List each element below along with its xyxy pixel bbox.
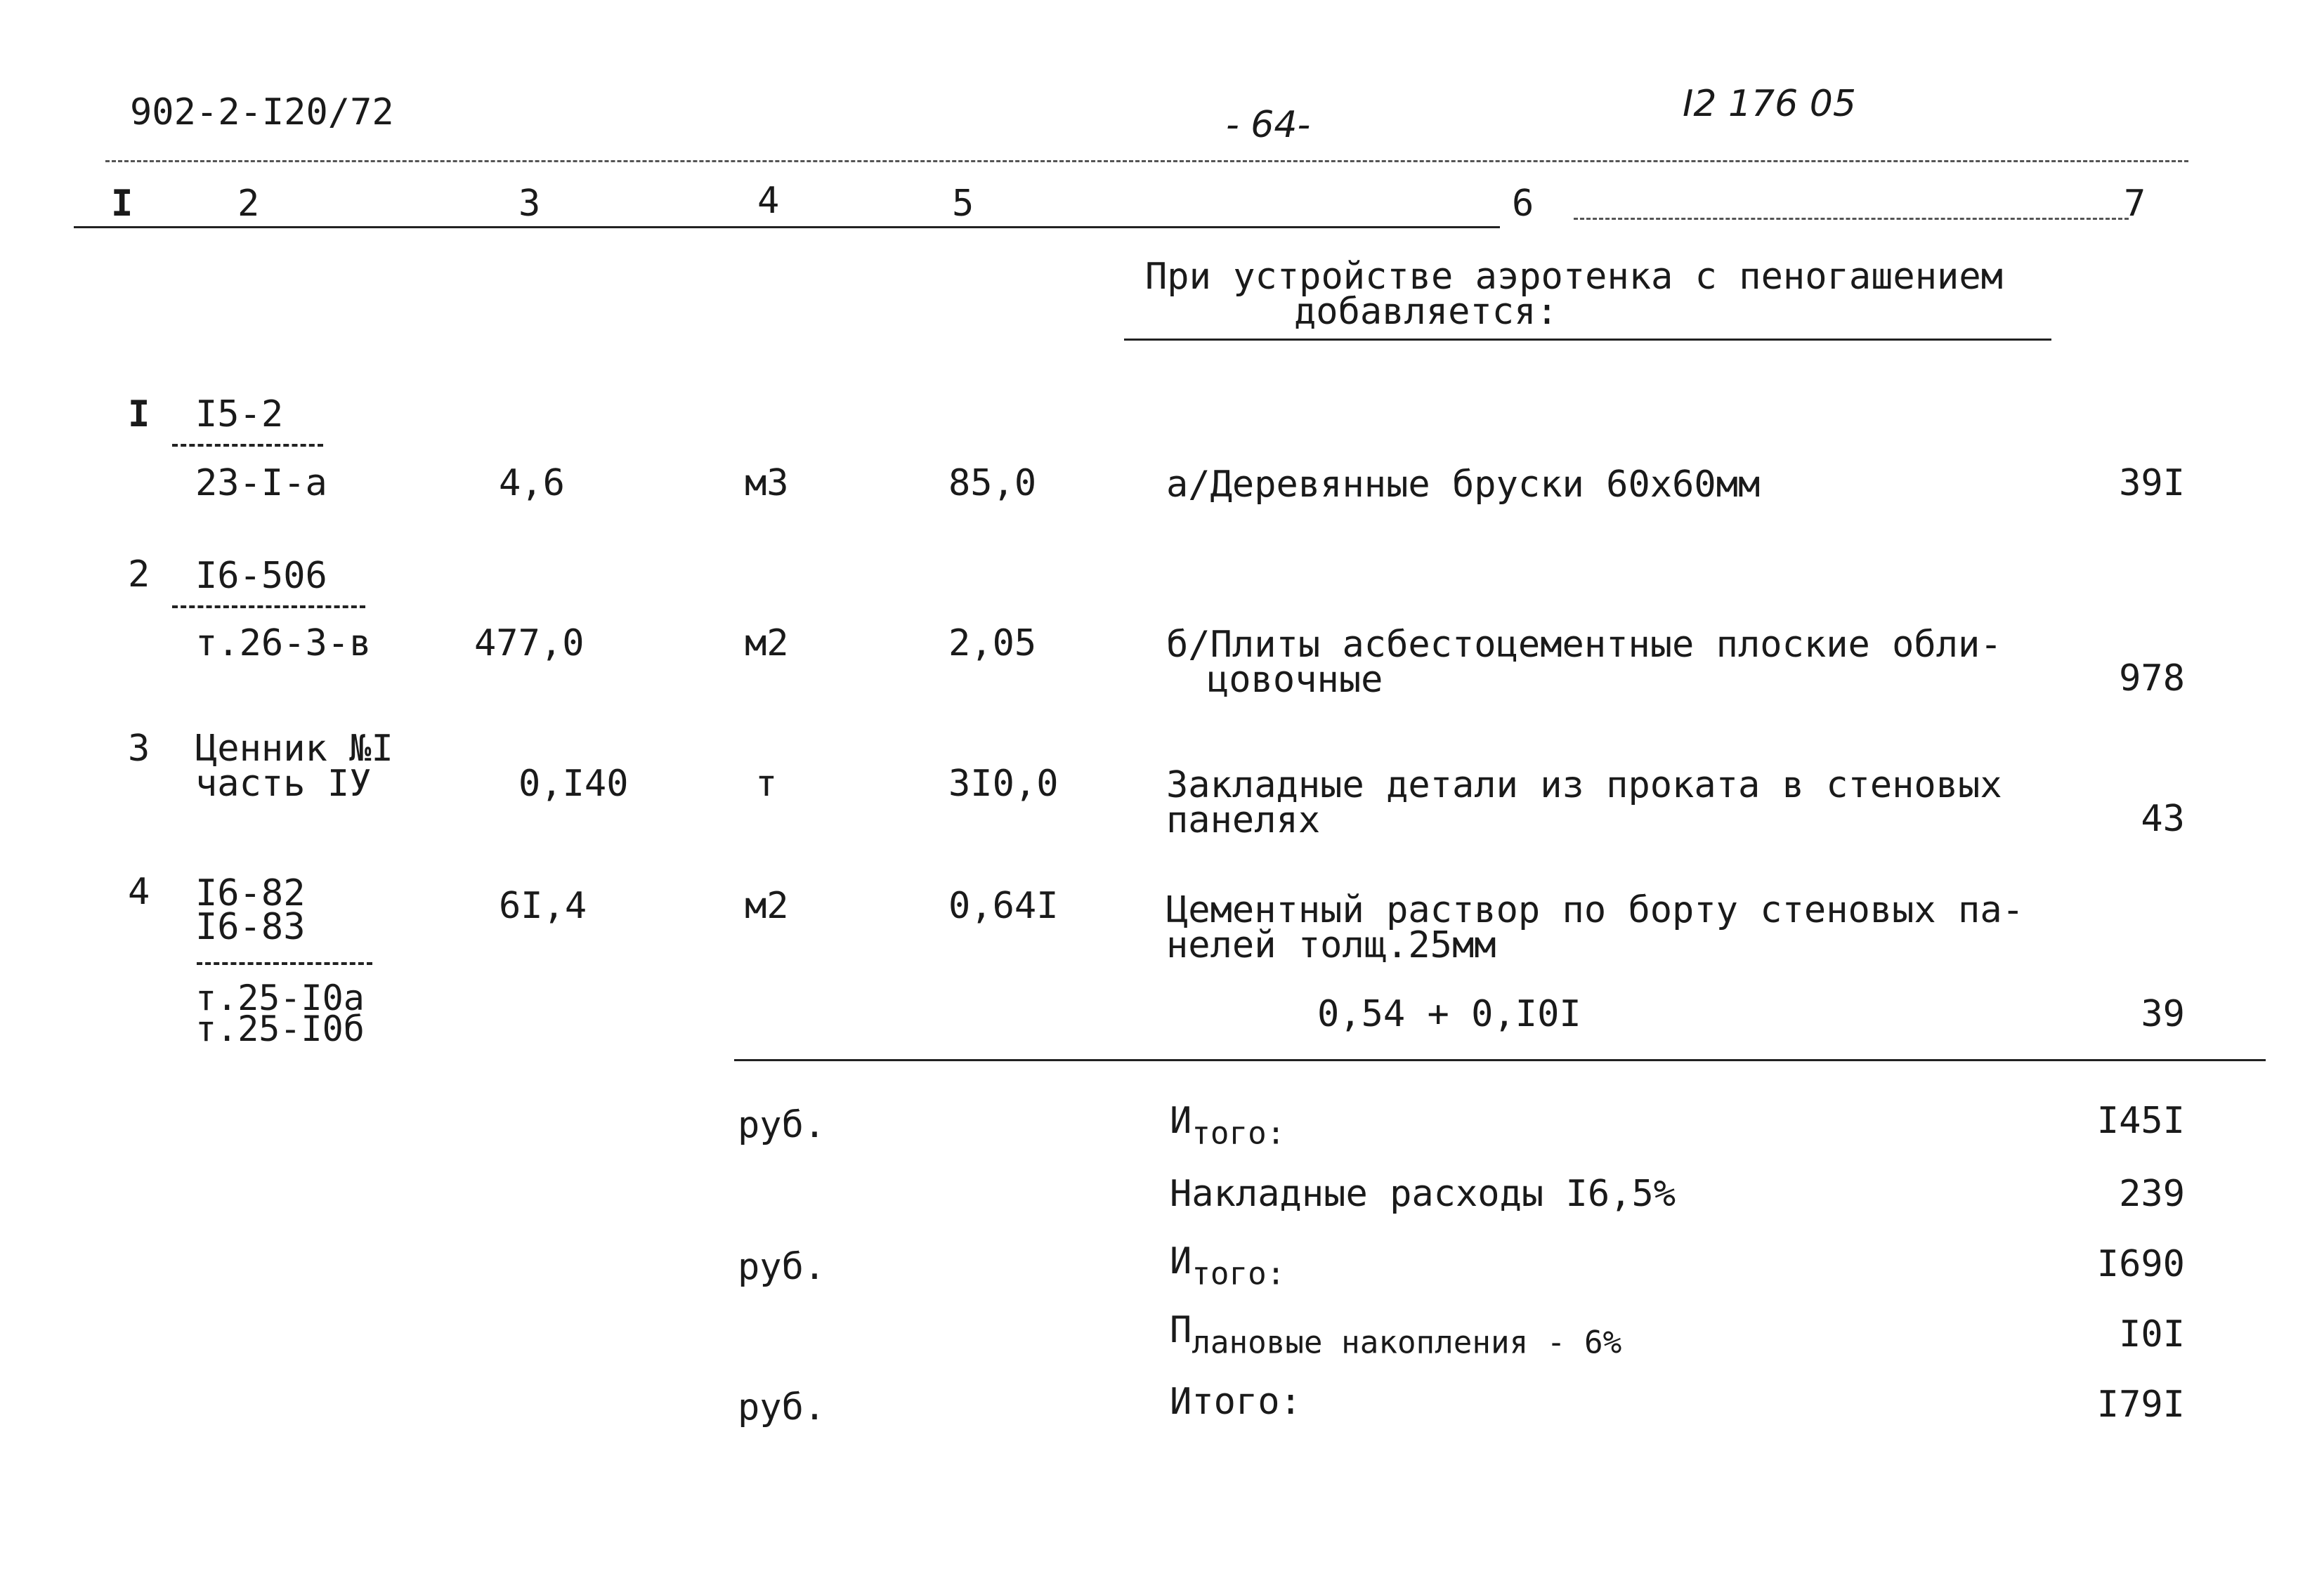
row-2-code-bottom: т.26-3-в [195,622,372,664]
row-3-unit: т [755,763,778,805]
row-3-description-line1: Закладные детали из проката в стеновых [1166,764,2002,806]
column-header-rule-tail [1574,218,2129,220]
summary-1-label-rest: того: [1192,1115,1286,1152]
col-header-3: 3 [518,183,541,225]
summary-4-label [1170,1311,1621,1362]
summary-5-value: I79I [2096,1384,2185,1426]
row-4-unit: м2 [745,885,789,927]
row-2-description-line2: цовочные [1207,659,1383,701]
summary-5-unit: руб. [738,1386,826,1429]
row-4-description-line2: нелей толщ.25мм [1166,924,1496,966]
row-3-code-top: Ценник №I [195,728,393,770]
summary-5-label-rest: того: [1192,1381,1302,1423]
row-4-total: 39 [2141,993,2185,1035]
col-header-5: 5 [952,183,974,225]
row-4-code-bottom-2: т.25-I0б [195,1009,365,1049]
summary-4-value: I0I [2119,1313,2185,1355]
row-4-formula: 0,54 + 0,I0I [1317,993,1581,1035]
section-title-underline [1124,339,2051,341]
summary-1-value: I45I [2096,1100,2185,1142]
subtotal-rule [734,1059,2266,1061]
summary-3-label-cap: И [1170,1240,1192,1282]
summary-5-label [1170,1382,1302,1421]
row-3-description-line2: панелях [1166,799,1321,841]
col-header-4: 4 [757,180,780,222]
summary-1-label-cap: И [1170,1100,1192,1142]
row-2-code-top: I6-506 [195,555,327,597]
section-title-line2: добавляется: [1294,291,1558,333]
col-header-1: I [111,183,133,225]
row-1-price: 85,0 [948,462,1037,504]
row-2-quantity: 477,0 [474,622,585,664]
section-title-line1: При устройстве аэротенка с пеногашением [1145,256,2003,298]
row-1-code-divider [172,444,323,447]
page-number: - 64- [1226,104,1311,146]
summary-4-label-cap: П [1170,1309,1192,1351]
row-4-code-top: I6-82 [195,872,306,914]
row-1-code-bottom: 23-I-a [195,462,327,504]
row-2-code-divider [172,605,365,608]
summary-3-value: I690 [2096,1243,2185,1285]
registration-number: I2 176 05 [1683,83,1856,125]
row-4-price: 0,64I [948,885,1059,927]
row-3-number: 3 [128,728,150,770]
row-1-description: а/Деревянные бруски 60х60мм [1166,464,1761,506]
row-4-code-divider [197,962,372,965]
row-2-number: 2 [128,553,150,596]
row-4-code-top-2: I6-83 [195,906,306,948]
row-3-code-bottom: часть IУ [195,763,372,805]
summary-4-label-rest: лановые накопления - 6% [1192,1325,1622,1361]
row-4-number: 4 [128,871,150,913]
summary-1-label [1170,1101,1285,1153]
header-top-rule [105,160,2188,162]
col-header-7: 7 [2124,183,2146,225]
row-1-unit: м3 [745,462,789,504]
row-2-unit: м2 [745,622,789,664]
summary-5-label-cap: И [1170,1381,1192,1423]
summary-3-unit: руб. [738,1246,826,1288]
row-3-quantity: 0,I40 [518,763,629,805]
col-header-6: 6 [1512,183,1534,225]
column-header-rule [74,226,1500,228]
col-header-2: 2 [237,183,260,225]
row-1-code-top: I5-2 [195,393,284,435]
row-4-description-line1: Цементный раствор по борту стеновых па- [1166,889,2024,931]
row-1-number: I [128,393,150,435]
document-code: 902-2-I20/72 [130,91,394,133]
summary-3-label [1170,1242,1285,1294]
summary-2-value: 239 [2119,1173,2185,1215]
row-1-quantity: 4,6 [499,462,565,504]
row-3-total: 43 [2141,798,2185,840]
row-4-code-bottom: т.25-I0a [195,978,365,1018]
summary-2-label: Накладные расходы I6,5% [1170,1173,1676,1215]
row-4-quantity: 6I,4 [499,885,587,927]
row-3-price: 3I0,0 [948,763,1059,805]
summary-3-label-rest: того: [1192,1256,1286,1292]
row-2-total: 978 [2119,657,2185,700]
row-1-total: 39I [2119,462,2185,504]
row-2-description-line1: б/Плиты асбестоцементные плоские обли- [1166,624,2002,666]
summary-1-unit: руб. [738,1104,826,1146]
row-2-price: 2,05 [948,622,1037,664]
